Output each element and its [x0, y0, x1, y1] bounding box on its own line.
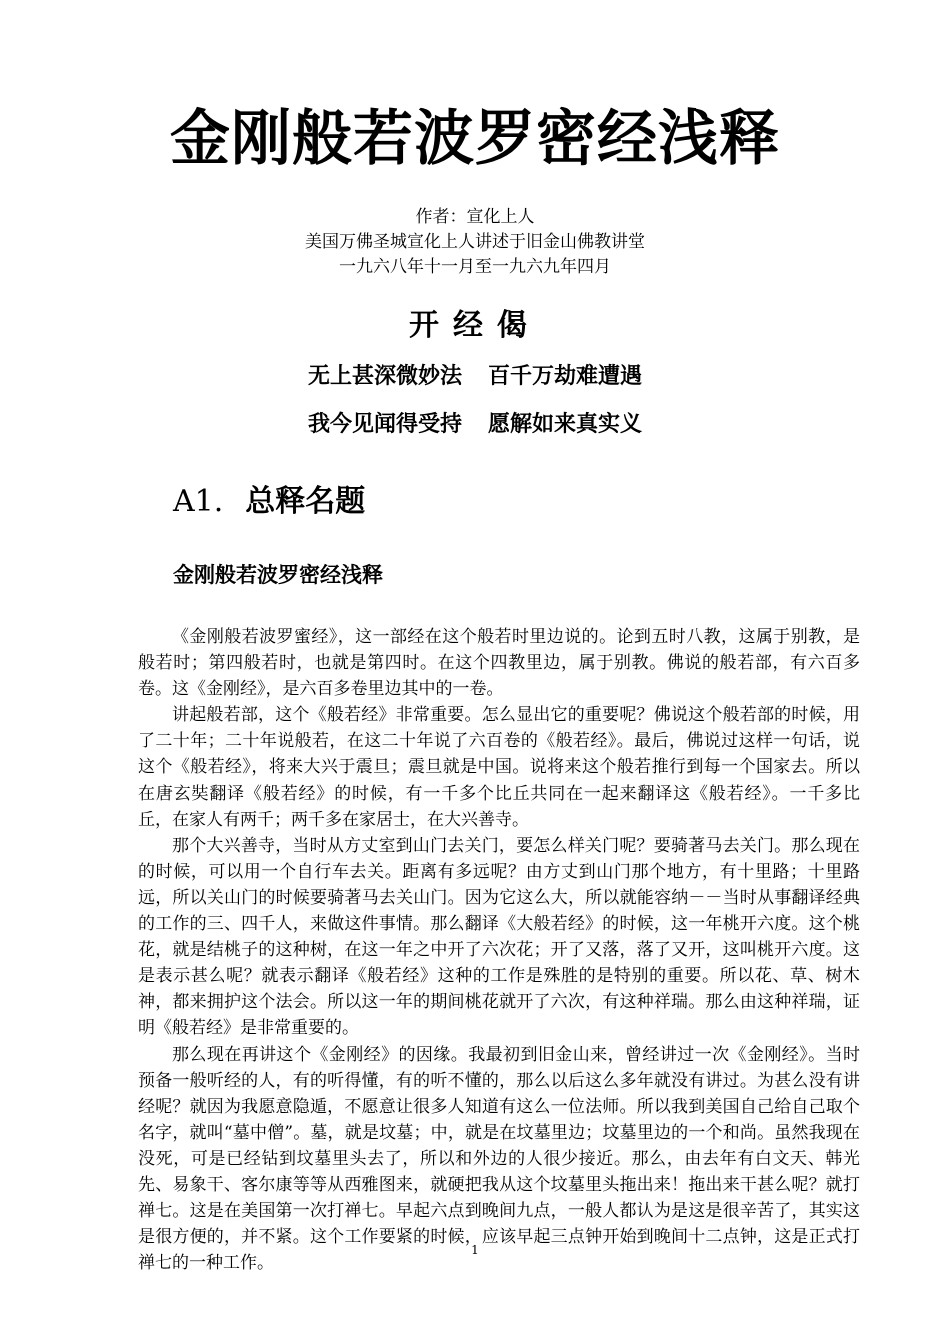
section-number: A1. [173, 484, 224, 519]
paragraph: 那个大兴善寺，当时从方丈室到山门去关门，要怎么样关门呢？要骑著马去关门。那么现在的时候，可以用一个自行车去关。距离有多远呢？由方丈到山门那个地方，有十里路；十里路远，所以关山门的时候要骑著马去关山门。因为它这么大，所以就能容纳－－当时从事翻译经典的工作的三、四千人，来做这件事情。那么翻译《大般若经》的时候，这一年桃开六度。这个桃花，就是结桃子的这种树，在这一年之中开了六次花；开了又落，落了又开，这叫桃开六度。这是表示甚么呢？就表示翻译《般若经》这种的工作是殊胜的是特别的重要。所以花、草、树木神，都来拥护这个法会。所以这一年的期间桃花就开了六次，有这种祥瑞。那么由这种祥瑞，证明《般若经》是非常重要的。 [138, 835, 860, 1039]
verse-line-1-second: 百千万劫难遭遇 [488, 364, 643, 389]
verse-line-2-second: 愿解如来真实义 [488, 412, 643, 437]
author-line: 作者：宣化上人 [415, 207, 535, 227]
verse-heading: 开经偈 [409, 308, 541, 343]
document-title: 金刚般若波罗密经浅释 [170, 104, 780, 174]
document-meta [0, 205, 950, 280]
lecture-line: 美国万佛圣城宣化上人讲述于旧金山佛教讲堂 [305, 232, 645, 252]
verse-line-2 [0, 410, 950, 440]
page-number: 1 [471, 1243, 479, 1257]
verse-line-2-first: 我今见闻得受持 [307, 412, 462, 437]
paragraph: 讲起般若部，这个《般若经》非常重要。怎么显出它的重要呢？佛说这个般若部的时候，用了二十年；二十年说般若，在这二十年说了六百卷的《般若经》。最后，佛说过这样一句话，说这个《般若经》，将来大兴于震旦；震旦就是中国。说将来这个般若推行到每一个国家去。所以在唐玄奘翻译《般若经》的时候，有一千多个比丘共同在一起来翻译这《般若经》。一千多比丘，在家人有两千；两千多在家居士，在大兴善寺。 [138, 705, 860, 830]
paragraph: 那么现在再讲这个《金刚经》的因缘。我最初到旧金山来，曾经讲过一次《金刚经》。当时预备一般听经的人，有的听得懂，有的听不懂的，那么以后这么多年就没有讲过。为甚么没有讲经呢？就因为我愿意隐遁，不愿意让很多人知道有这么一位法师。所以我到美国自己给自己取个名字，就叫“墓中僧”。墓，就是坟墓；中，就是在坟墓里边；坟墓里边的一个和尚。虽然我现在没死，可是已经钻到坟墓里头去了，所以和外边的人很少接近。那么，由去年有白文天、韩光先、易象干、客尔康等等从西雅图来，就硬把我从这个坟墓里头拖出来！拖出来干甚么呢？就打禅七。这是在美国第一次打禅七。早起六点到晚间九点，一般人都认为是这是很辛苦了，其实这是很方便的，并不紧。这个工作要紧的时候，应该早起三点钟开始到晚间十二点钟，这是正式打禅七的一种工作。 [138, 1044, 860, 1274]
verse-line-1 [0, 362, 950, 392]
paragraph: 《金刚般若波罗蜜经》，这一部经在这个般若时里边说的。论到五时八教，这属于别教，是般若时；第四般若时，也就是第四时。在这个四教里边，属于别教。佛说的般若部，有六百多卷。这《金刚经》，是六百多卷里边其中的一卷。 [138, 627, 860, 700]
section-subtitle: 金刚般若波罗密经浅释 [173, 563, 383, 587]
body-text [138, 624, 860, 1276]
section-title: 总释名题 [245, 484, 366, 519]
section-heading [173, 482, 365, 522]
date-line: 一九六八年十一月至一九六九年四月 [339, 257, 611, 277]
verse-line-1-first: 无上甚深微妙法 [307, 364, 462, 389]
